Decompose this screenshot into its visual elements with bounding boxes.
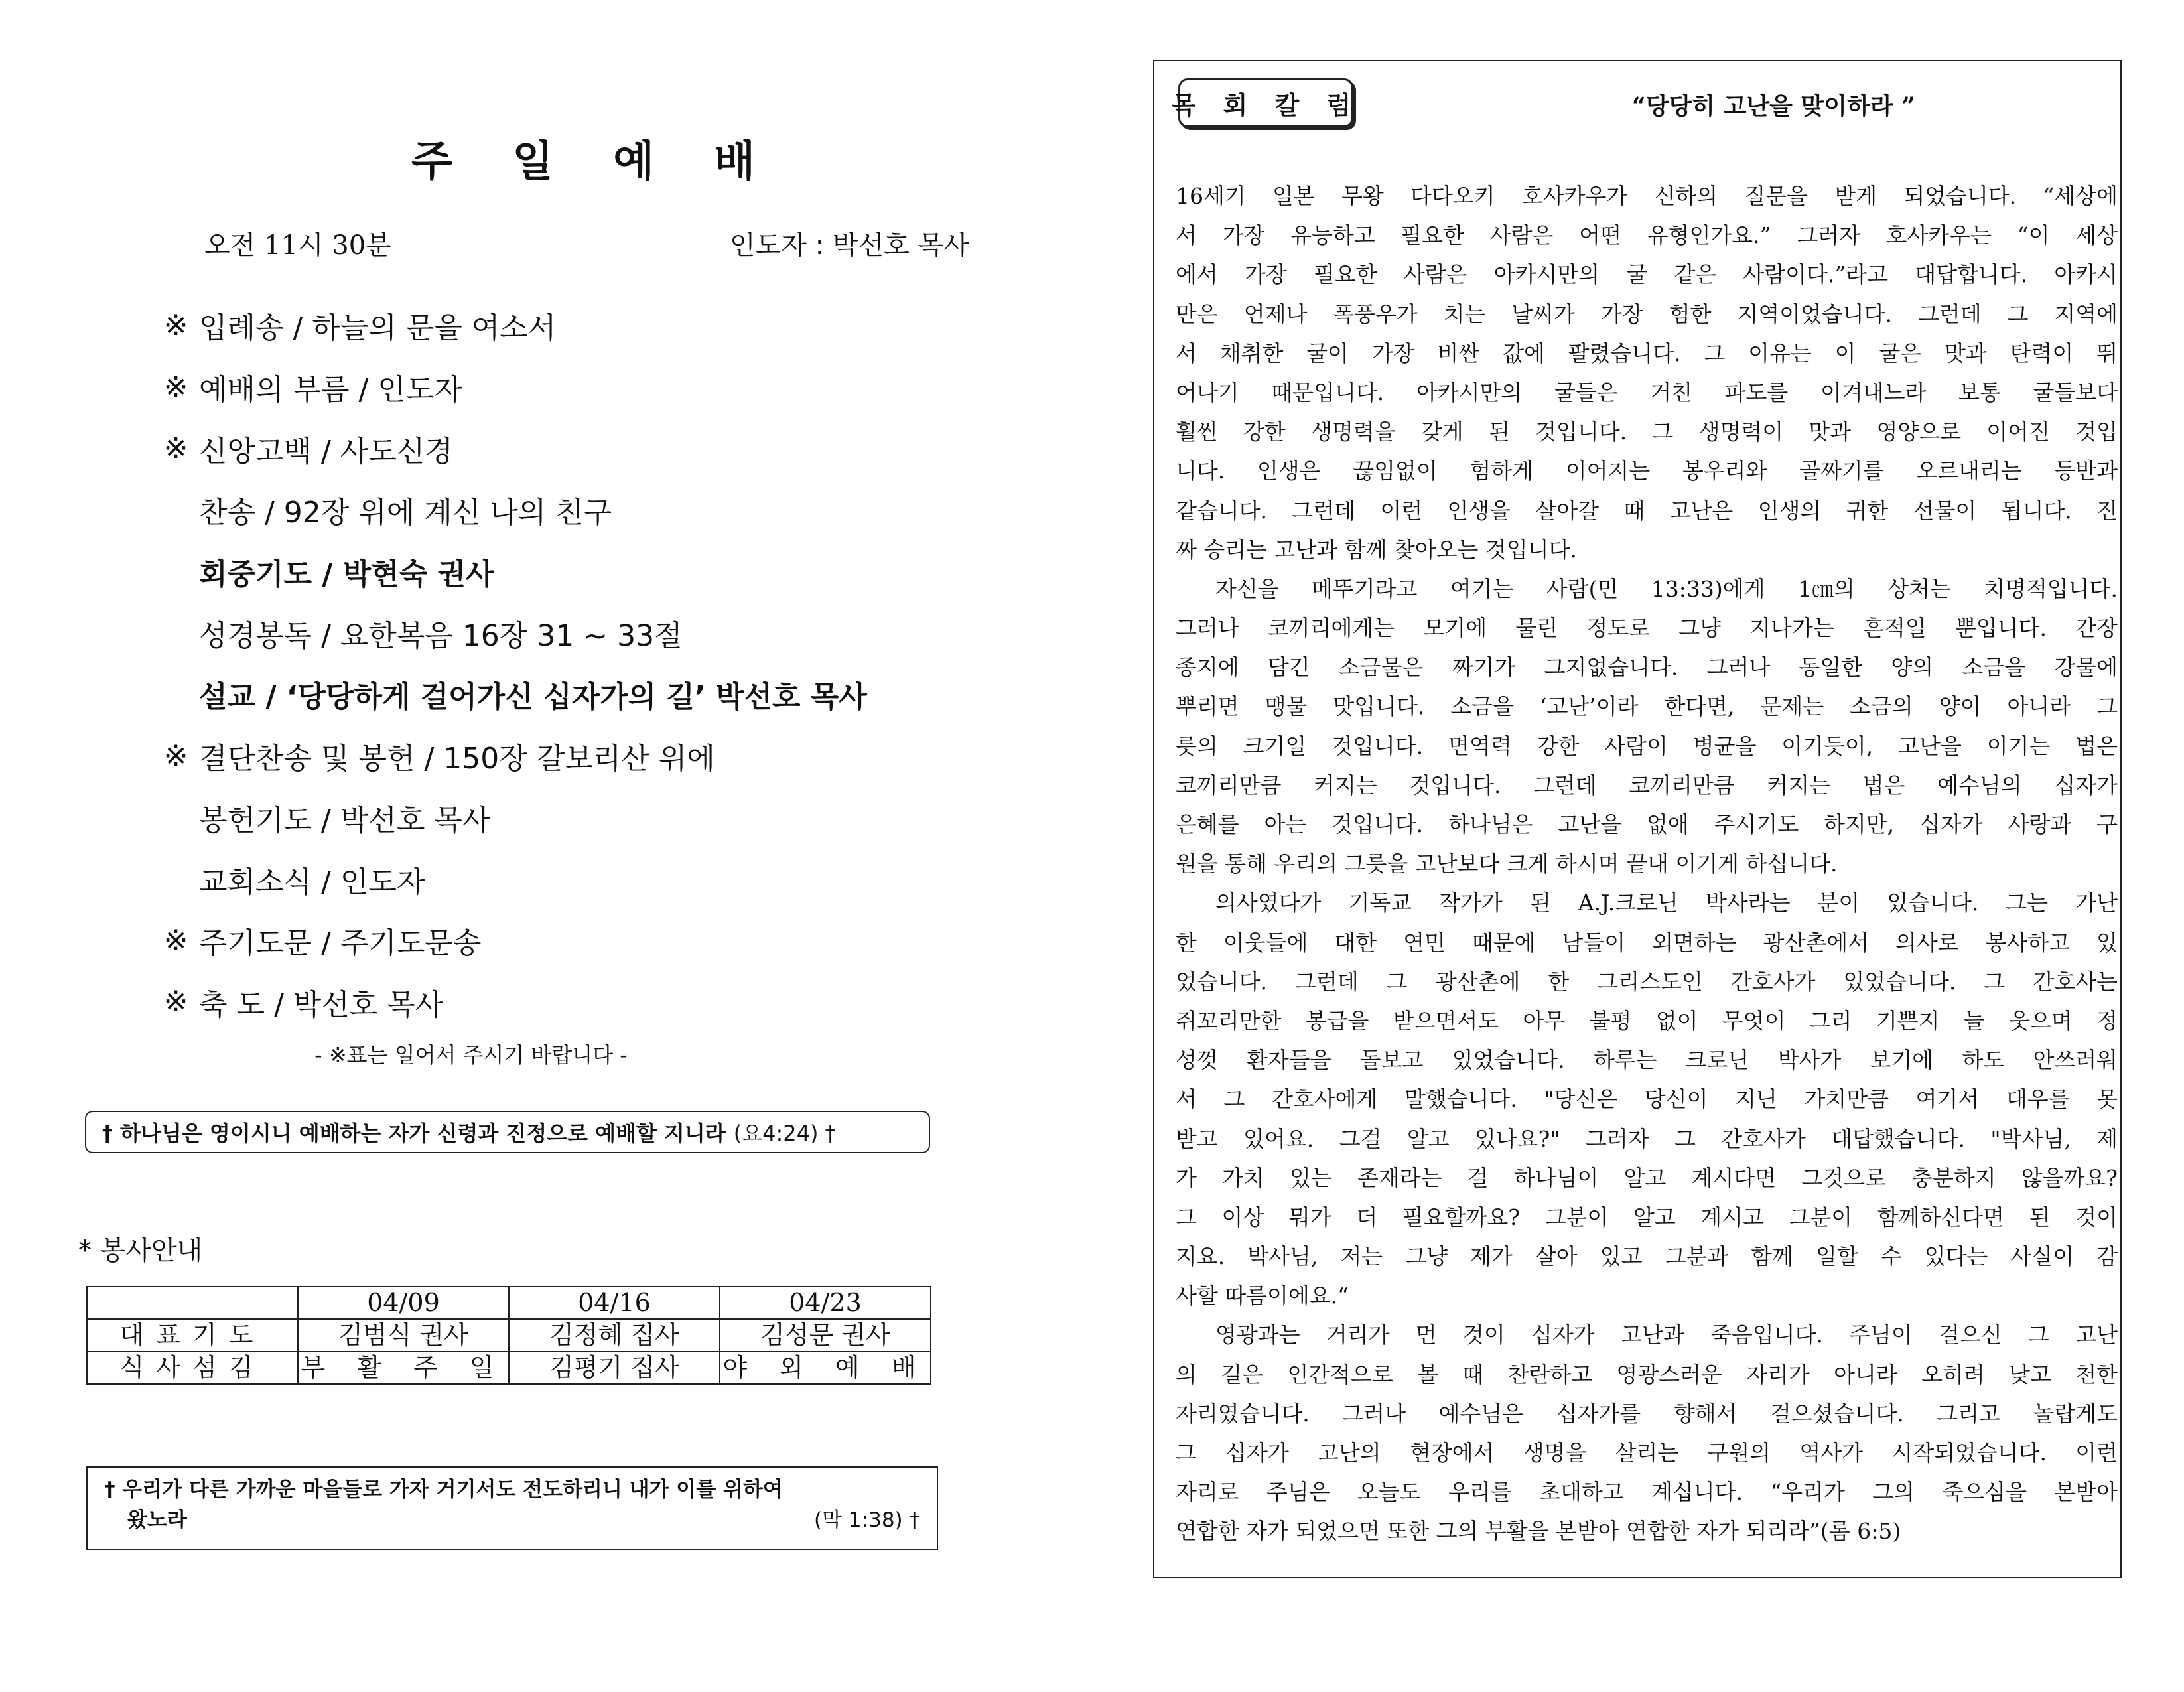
table-cell: 부 활 주 일 (298, 1352, 509, 1384)
scripture-text: † 하나님은 영이시니 예배하는 자가 신령과 진정으로 예배할 지니라 (102, 1121, 726, 1146)
service-leader: 인도자 : 박선호 목사 (730, 230, 969, 261)
table-cell: 김평기 집사 (509, 1352, 720, 1384)
column-text-line: 그러나 코끼리에게는 모기에 물린 정도로 그냥 지나가는 흔적일 뿐입니다. 간장 (1176, 615, 2118, 642)
column-text-line: 릇의 크기일 것입니다. 면역력 강한 사람이 병균을 이기듯이, 고난을 이기는 법은 (1176, 733, 2118, 759)
role-cell: 대표기도 (87, 1319, 298, 1352)
table-cell: 야 외 예 배 (720, 1352, 931, 1384)
column-text-line: 원을 통해 우리의 그릇을 고난보다 크게 하시며 끝내 이기게 하십니다. (1176, 851, 1838, 877)
worship-order-item (153, 787, 867, 849)
worship-order-item (153, 725, 867, 787)
standing-mark: ※ (163, 431, 188, 466)
column-text-line: 짜 승리는 고난과 함께 찾아오는 것입니다. (1176, 536, 1577, 563)
worship-order-text: 결단찬송 및 봉헌 / 150장 갈보리산 위에 (199, 742, 715, 776)
scripture-box-bottom (86, 1466, 938, 1550)
column-text-line: 16세기 일본 무왕 다다오키 호사카우가 신하의 질문을 받게 되었습니다. “세상에 (1176, 183, 2118, 209)
standing-mark: ※ (163, 923, 188, 957)
standing-mark: ※ (163, 739, 188, 773)
worship-order-item (153, 417, 867, 479)
standing-notice: - ※표는 일어서 주시기 바랍니다 - (314, 1042, 628, 1068)
column-text-line: 가 가치 있는 존재라는 걸 하나님이 알고 계시다면 그것으로 충분하지 않을까요? (1176, 1164, 2118, 1191)
column-text-line: 쥐꼬리만한 봉급을 받으면서도 아무 불평 없이 무엇이 그리 기쁜지 늘 웃으며 정 (1176, 1007, 2118, 1034)
column-text-line: 자리로 주님은 오늘도 우리를 초대하고 계십니다. “우리가 그의 죽으심을 본받아 (1176, 1479, 2118, 1506)
column-text-line: 종지에 담긴 소금물은 짜기가 그지없습니다. 그러나 동일한 양의 소금을 강물에 (1176, 654, 2118, 681)
column-text-line: 자리였습니다. 그러나 예수님은 십자가를 향해서 걸으셨습니다. 그리고 놀랍게도 (1176, 1400, 2118, 1427)
table-cell: 김범식 권사 (298, 1319, 509, 1352)
table-cell: 김성문 권사 (720, 1319, 931, 1352)
service-time: 오전 11시 30분 (204, 230, 391, 261)
worship-order-text: 주기도문 / 주기도문송 (199, 926, 482, 961)
worship-order-text: 입례송 / 하늘의 문을 여소서 (199, 311, 557, 346)
table-cell: 김정혜 집사 (509, 1319, 720, 1352)
worship-order-item (153, 848, 867, 910)
worship-order-list (153, 295, 867, 1032)
column-text-line: 사할 따름이에요.“ (1176, 1283, 1349, 1309)
worship-order-item (153, 910, 867, 971)
worship-order-text: 찬송 / 92장 위에 계신 나의 친구 (199, 496, 612, 530)
column-text-line: 만은 언제나 폭풍우가 치는 날씨가 가장 험한 지역이었습니다. 그런데 그 지역에 (1176, 301, 2118, 327)
worship-order-item (153, 664, 867, 725)
column-text-line: 연합한 자가 되었으면 또한 그의 부활을 본받아 연합한 자가 되리라”(롬 6:5) (1176, 1518, 1901, 1545)
column-text-line: 자신을 메뚜기라고 여기는 사람(민 13:33)에게 1㎝의 상처는 치명적입니다. (1215, 575, 2118, 602)
worship-order-text: 예배의 부름 / 인도자 (199, 373, 462, 407)
worship-order-item (153, 602, 867, 664)
column-text-line: 은혜를 아는 것입니다. 하나님은 고난을 없애 주시기도 하지만, 십자가 사랑과 구 (1176, 811, 2118, 837)
role-cell: 식사섬김 (87, 1352, 298, 1384)
worship-order-text: 봉헌기도 / 박선호 목사 (199, 803, 491, 837)
worship-order-item (153, 356, 867, 418)
scripture-reference: (막 1:38) † (814, 1508, 920, 1532)
column-text-line: 그 십자가 고난의 현장에서 생명을 살리는 구원의 역사가 시작되었습니다. 이런 (1176, 1440, 2118, 1466)
scripture-reference: (요4:24) † (733, 1121, 836, 1146)
column-text-line: 같습니다. 그런데 이런 인생을 살아갈 때 고난은 인생의 귀한 선물이 됩니다. 진 (1176, 497, 2118, 524)
column-text-line: 뿌리면 맹물 맛입니다. 소금을 ‘고난’이라 한다면, 문제는 소금의 양이 아니라 그 (1176, 693, 2118, 720)
worship-order-item (153, 479, 867, 541)
column-text-line: 었습니다. 그런데 그 광산촌에 한 그리스도인 간호사가 있었습니다. 그 간호사는 (1176, 968, 2118, 995)
column-text-line: 그 이상 뭐가 더 필요할까요? 그분이 알고 계시고 그분이 함께하신다면 된 것이 (1176, 1204, 2118, 1230)
standing-mark: ※ (163, 985, 188, 1019)
table-header-row (87, 1287, 931, 1319)
column-text-line: 서 그 간호사에게 말했습니다. "당신은 당신이 지닌 가치만큼 여기서 대우를 못 (1176, 1086, 2118, 1113)
scripture-line (105, 1505, 920, 1535)
worship-order-text: 설교 / ‘당당하게 걸어가신 십자가의 길’ 박선호 목사 (199, 680, 867, 715)
column-text-line: 코끼리만큼 커지는 것입니다. 그런데 코끼리만큼 커지는 법은 예수님의 십자가 (1176, 772, 2118, 798)
column-text-line: 한 이웃들에 대한 연민 때문에 남들이 외면하는 광산촌에서 의사로 봉사하고 있 (1176, 929, 2118, 955)
column-text-line: 어나기 때문입니다. 아카시만의 굴들은 거친 파도를 이겨내느라 보통 굴들보다 (1176, 379, 2118, 405)
column-text-line: 니다. 인생은 끊임없이 험하게 이어지는 봉우리와 골짜기를 오르내리는 등반과 (1176, 458, 2118, 484)
scripture-box-top (85, 1111, 930, 1153)
standing-mark: ※ (163, 370, 188, 404)
date-cell: 04/23 (720, 1287, 931, 1319)
column-text-line: 에서 가장 필요한 사람은 아카시만의 굴 같은 사람이다.”라고 대답합니다. 아카시 (1176, 261, 2118, 288)
column-text-line: 의 길은 인간적으로 볼 때 찬란하고 영광스러운 자리가 아니라 오히려 낮고 천한 (1176, 1361, 2118, 1387)
service-section-title: * 봉사안내 (78, 1235, 203, 1266)
column-text-line: 성껏 환자들을 돌보고 있었습니다. 하루는 크로닌 박사가 보기에 하도 안쓰러워 (1176, 1047, 2118, 1074)
standing-mark: ※ (163, 308, 188, 342)
column-text-line: 서 채취한 굴이 가장 비싼 값에 팔렸습니다. 그 이유는 이 굴은 맛과 탄력이 뛰 (1176, 340, 2118, 366)
column-text-line: 훨씬 강한 생명력을 갖게 된 것입니다. 그 생명력이 맛과 영양으로 이어진 것입 (1176, 419, 2118, 445)
scripture-line: † 우리가 다른 가까운 마을들로 가자 거기서도 전도하리니 내가 이를 위하여 (105, 1478, 783, 1502)
column-text-line: 지요. 박사님, 저는 그냥 제가 살아 있고 그분과 함께 일할 수 있다는 사실이 감 (1176, 1243, 2118, 1270)
table-row (87, 1319, 931, 1352)
table-corner-cell (87, 1287, 298, 1319)
worship-order-text: 성경봉독 / 요한복음 16장 31 ~ 33절 (199, 618, 683, 653)
column-title: “당당히 고난을 맞이하라 ” (1632, 92, 1915, 120)
worship-order-text: 신앙고백 / 사도신경 (199, 434, 453, 468)
worship-order-item (153, 971, 867, 1033)
worship-order-text: 교회소식 / 인도자 (199, 865, 425, 899)
service-schedule-table (86, 1286, 931, 1385)
date-cell: 04/16 (509, 1287, 720, 1319)
worship-order-item (153, 541, 867, 602)
column-text-line: 받고 있어요. 그걸 알고 있나요?" 그러자 그 간호사가 대답했습니다. "박사님, 제 (1176, 1125, 2118, 1152)
worship-order-text: 축 도 / 박선호 목사 (199, 987, 444, 1022)
worship-order-text: 회중기도 / 박현숙 권사 (199, 557, 494, 592)
column-body (1176, 176, 2118, 1551)
table-row (87, 1352, 931, 1384)
scripture-line-end: 왔노라 (127, 1508, 187, 1532)
date-cell: 04/09 (298, 1287, 509, 1319)
column-text-line: 의사였다가 기독교 작가가 된 A.J.크로닌 박사라는 분이 있습니다. 그는 가난 (1215, 890, 2118, 916)
page-title: 주 일 예 배 (411, 137, 778, 186)
column-label-badge: 목 회 칼 럼 (1178, 78, 1353, 127)
column-text-line: 서 가장 유능하고 필요한 사람은 어떤 유형인가요.” 그러자 호사카우는 “이 세상 (1176, 222, 2118, 249)
column-text-line: 영광과는 거리가 먼 것이 십자가 고난과 죽음입니다. 주님이 걸으신 그 고난 (1215, 1322, 2118, 1348)
worship-order-item (153, 295, 867, 356)
